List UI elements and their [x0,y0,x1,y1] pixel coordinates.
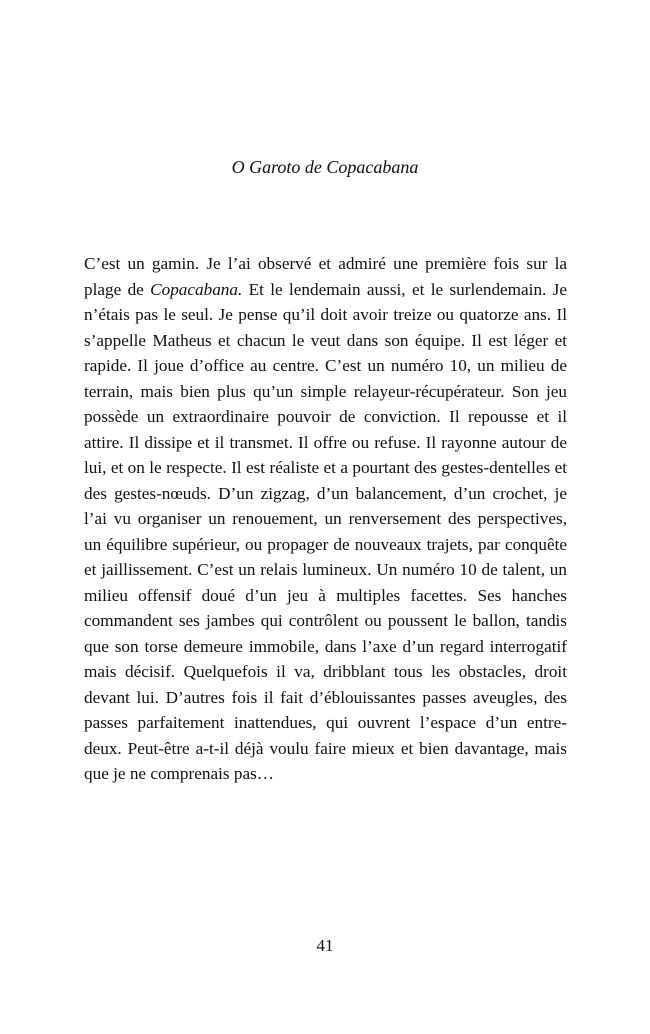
page-number: 41 [316,936,334,955]
chapter-title: O Garoto de Copacabana [231,157,419,177]
paragraph-text-end: Et le lendemain aussi, et le surlendemain. Je n’étais pas le seul. Je pense qu’il doit avoir treize ou quatorze ans. Il s’appelle Matheus et chacun le veut dans son équipe. Il est léger et rapide. Il joue d’office au centre. C’est un numéro 10, un milieu de terrain, mais bien plus qu’un simple relayeur-récupérateur. Son jeu possède un extraordinaire pouvoir de conviction. Il repousse et il attire. Il dissipe et il transmet. Il offre ou refuse. Il rayonne autour de lui, et on le respecte. Il est réaliste et a pourtant des gestes-dentelles et des gestes-nœuds. D’un zigzag, d’un balancement, d’un crochet, je l’ai vu organiser un renouement, un renversement des perspectives, un équilibre supérieur, ou propager de nouveaux trajets, par conquête et jaillissement. C’est un relais lumineux. Un numéro 10 de talent, un milieu offensif doué d’un jeu à multiples facettes. Ses hanches commandent ses jambes qui contrôlent ou poussent le ballon, tandis que son torse demeure immobile, dans l’axe d’un regard interrogatif mais décisif. Quelquefois il va, dribblant tous les obstacles, droit devant lui. D’autres fois il fait d’éblouissantes passes aveugles, des passes parfaitement inattendues, qui ouvrent l’espace d’un entre-deux. Peut-être a-t-il déjà voulu faire mieux et bien davantage, mais que je ne comprenais pas… [84,279,567,783]
body-paragraph [84,251,567,787]
paragraph-text-start: C’est un gamin. Je l’ai observé et admiré une première fois sur la plage de [84,254,567,299]
paragraph-emphasis: Copacabana. [150,279,243,299]
